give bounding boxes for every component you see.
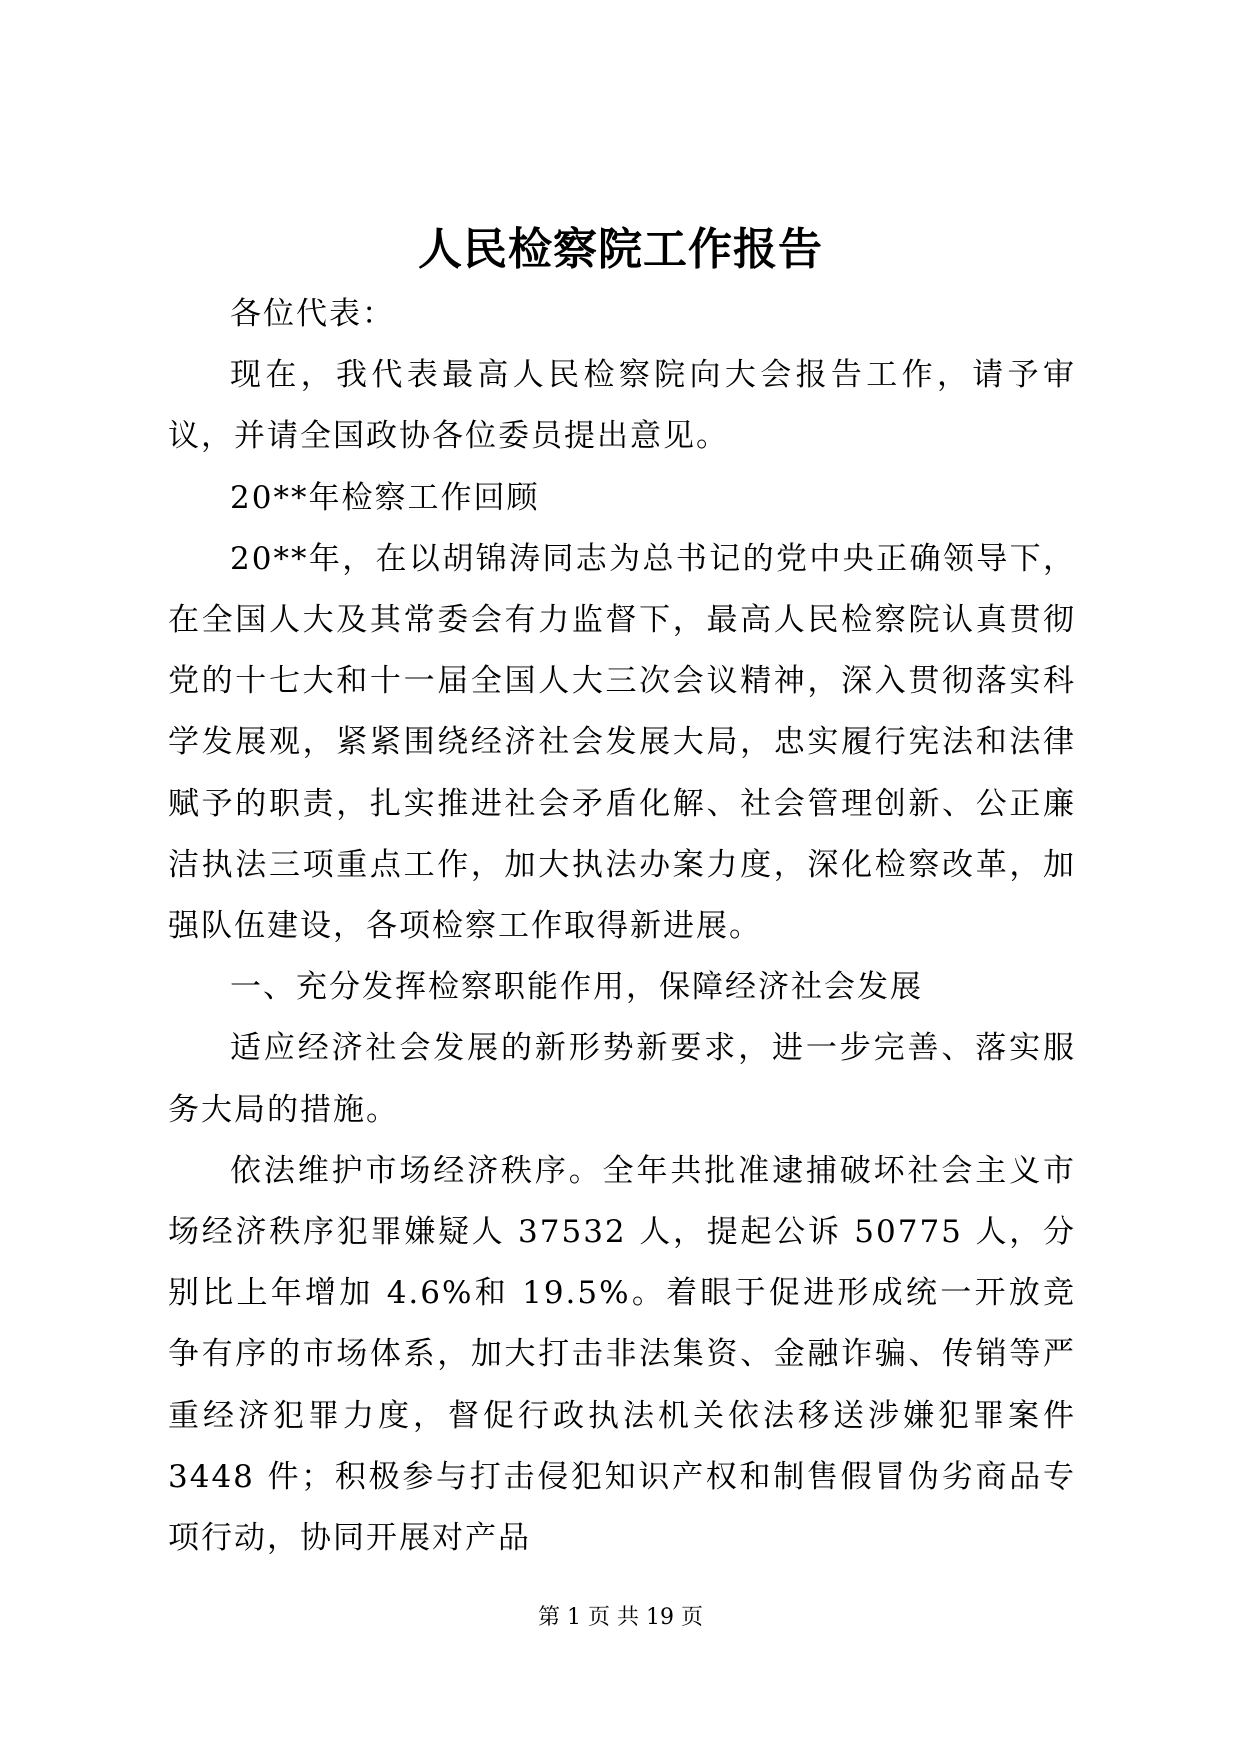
service-paragraph: 适应经济社会发展的新形势新要求，进一步完善、落实服务大局的措施。 xyxy=(168,1030,1076,1128)
review-paragraph: 20**年，在以胡锦涛同志为总书记的党中央正确领导下，在全国人大及其常委会有力监督下，最高人民检察院认真贯彻党的十七大和十一届全国人大三次会议精神，深入贯彻落实科学发展观，紧紧围绕经济社会发展大局，忠实履行宪法和法律赋予的职责，扎实推进社会矛盾化解、社会管理创新、公正廉洁执法三项重点工作，加大执法办案力度，深化检察改革，加强队伍建设，各项检察工作取得新进展。 xyxy=(168,540,1076,945)
section-heading-one: 一、充分发挥检察职能作用，保障经济社会发展 xyxy=(230,969,923,1006)
market-order-paragraph: 依法维护市场经济秩序。全年共批准逮捕破坏社会主义市场经济秩序犯罪嫌疑人 37532 人，提起公诉 50775 人，分别比上年增加 4.6%和 19.5%。着眼于促进形成统一开放竞争有序的市场体系，加大打击非法集资、金融诈骗、传销等严重经济犯罪力度，督促行政执法机关依法移送涉嫌犯罪案件 3448 件；积极参与打击侵犯知识产权和制售假冒伪劣商品专项行动，协同开展对产品 xyxy=(168,1152,1076,1557)
intro-paragraph: 现在，我代表最高人民检察院向大会报告工作，请予审议，并请全国政协各位委员提出意见。 xyxy=(168,357,1076,455)
document-title: 人民检察院工作报告 xyxy=(418,224,823,275)
section-heading-review: 20**年检察工作回顾 xyxy=(230,479,540,516)
page-footer: 第 1 页 共 19 页 xyxy=(538,1605,703,1630)
salutation-paragraph: 各位代表： xyxy=(230,296,395,332)
document-body xyxy=(168,284,1076,1569)
